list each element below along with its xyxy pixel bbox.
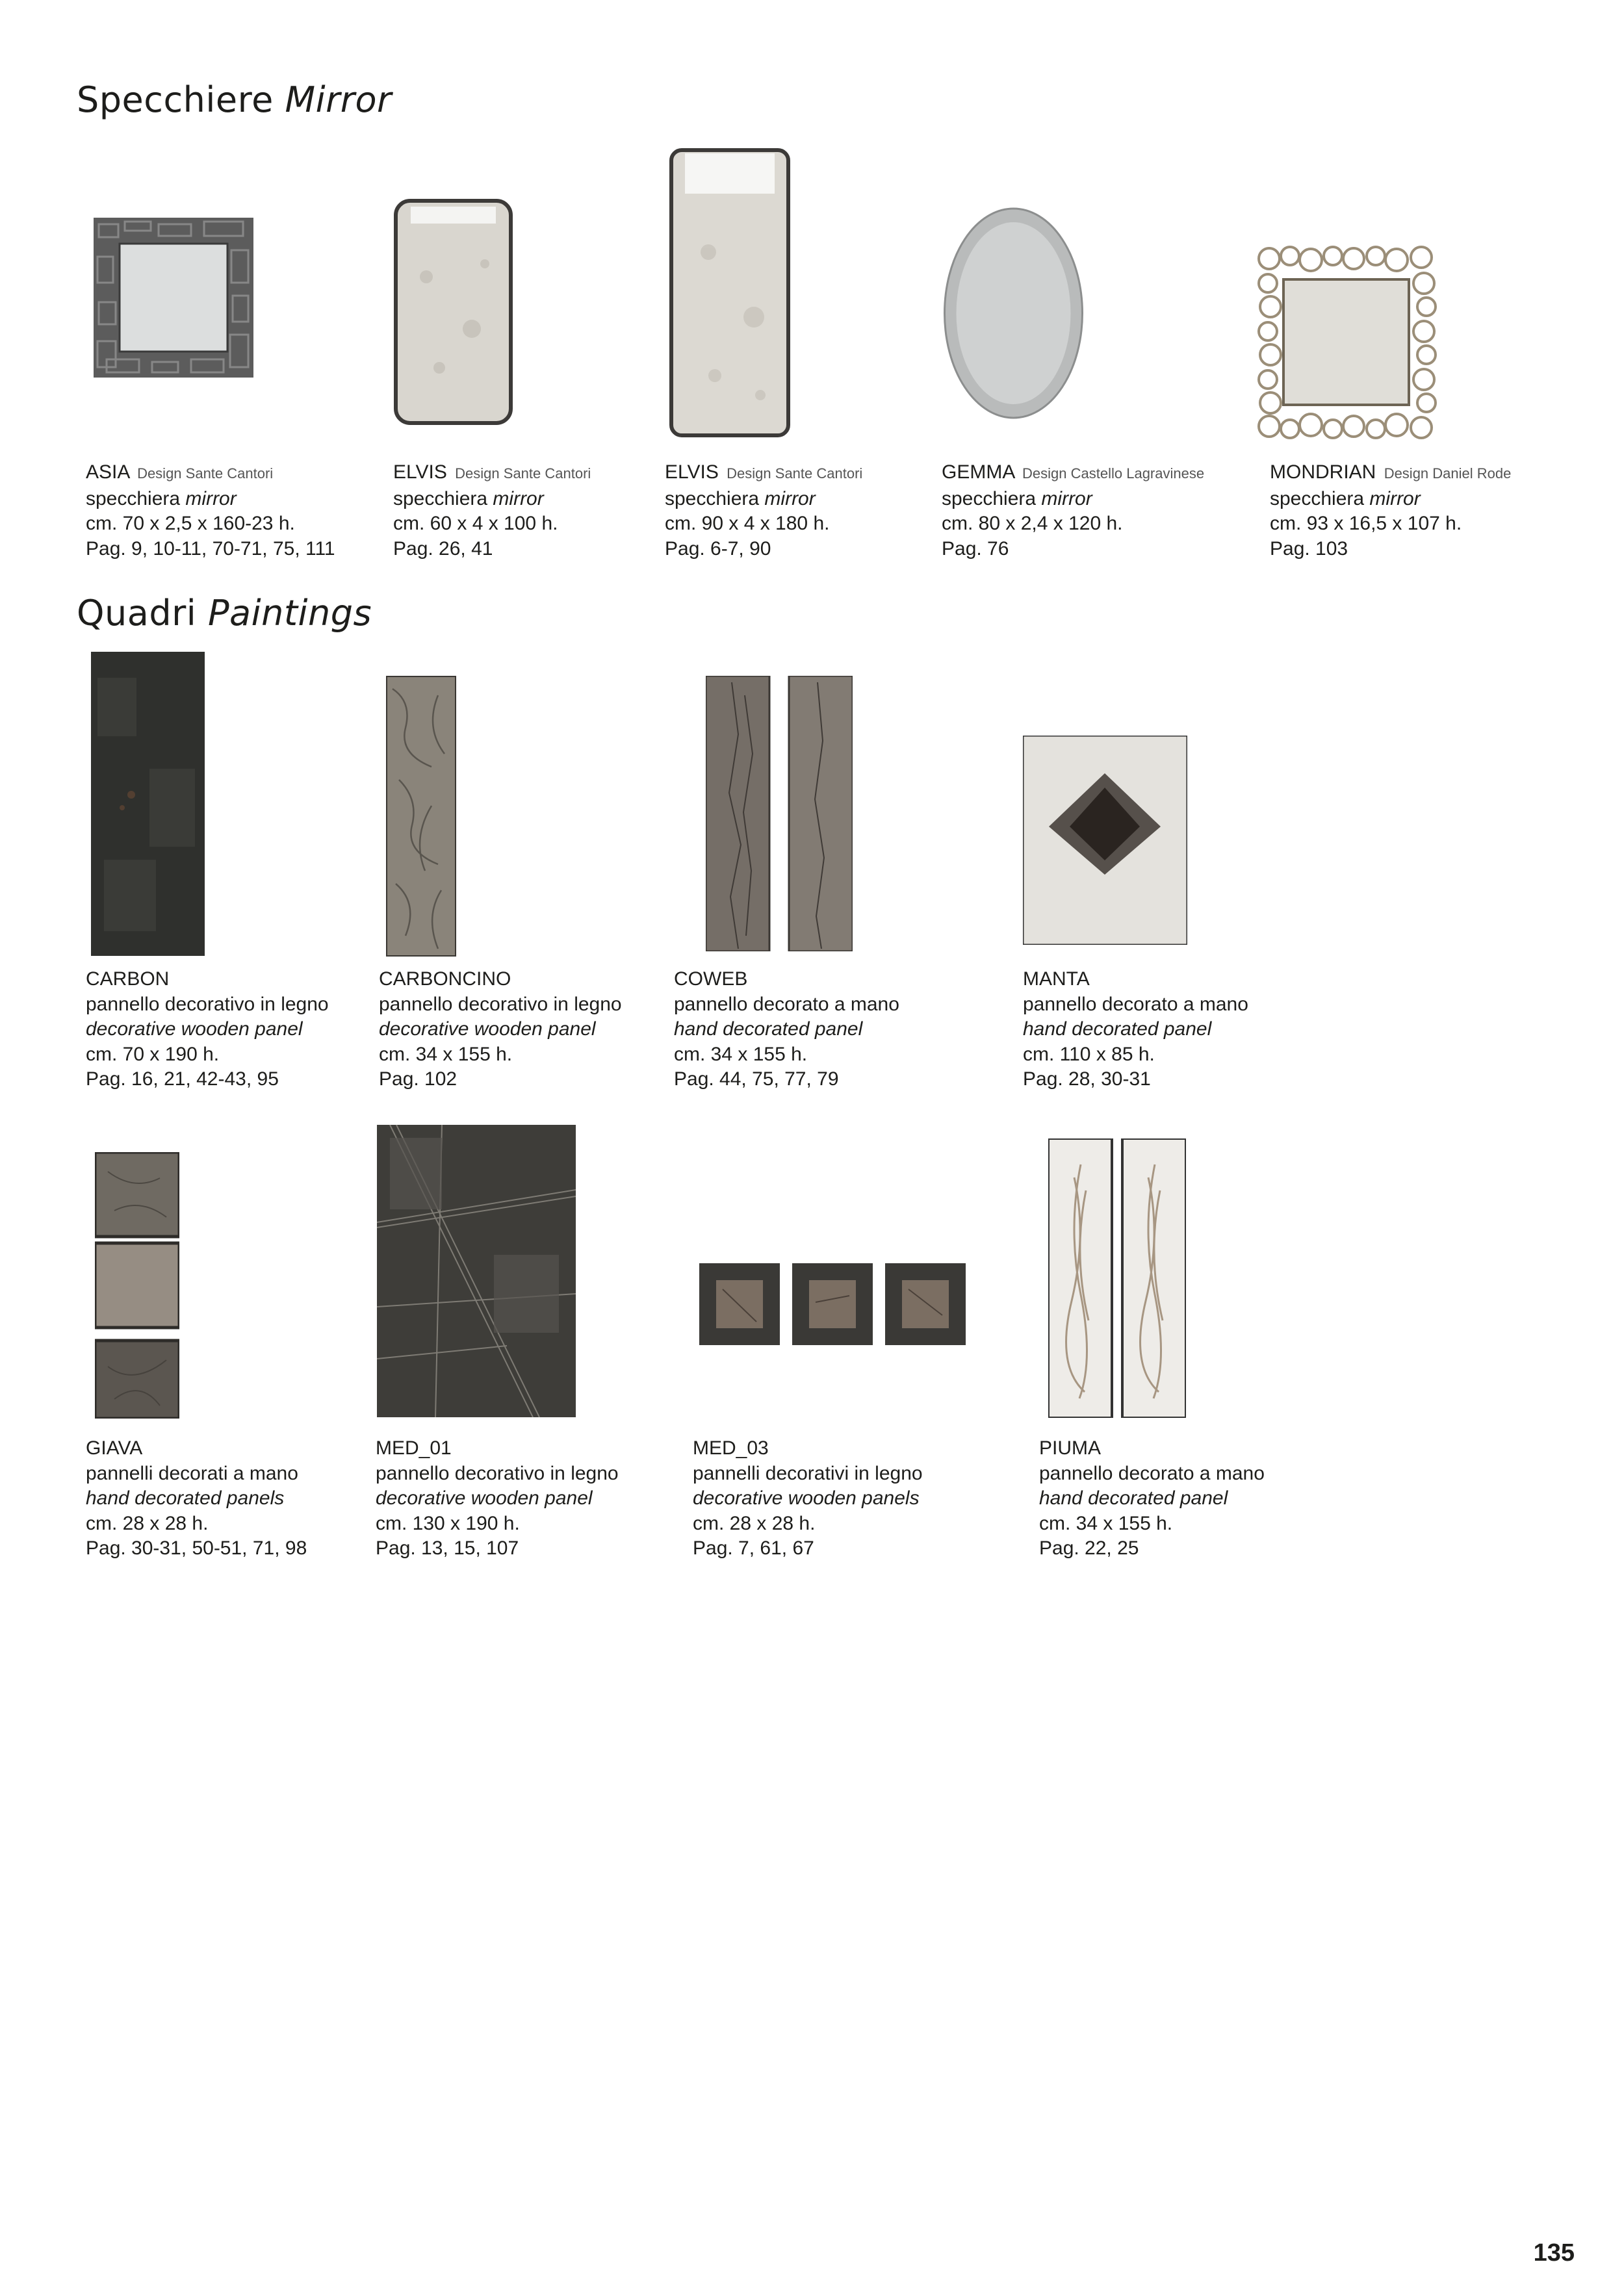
product-designer: Design Sante Cantori	[137, 465, 274, 482]
med01-panel-image	[377, 1125, 576, 1417]
product-pages: Pag. 44, 75, 77, 79	[674, 1068, 839, 1090]
elvis-small-mirror-image	[394, 199, 513, 425]
product-pages: Pag. 76	[942, 537, 1009, 559]
giava-panels-image	[95, 1152, 179, 1419]
product-type-english: mirror	[764, 487, 816, 509]
coweb-panels-image	[706, 676, 853, 951]
product-size: cm. 80 x 2,4 x 120 h.	[942, 513, 1123, 534]
product-name: GEMMA	[942, 461, 1014, 483]
painting-caption-giava	[86, 1436, 307, 1562]
product-size: cm. 28 x 28 h.	[693, 1512, 816, 1534]
product-name: GIAVA	[86, 1437, 143, 1459]
section-title-italian: Quadri	[77, 593, 197, 634]
product-size: cm. 130 x 190 h.	[376, 1512, 520, 1534]
product-size: cm. 70 x 2,5 x 160-23 h.	[86, 513, 295, 534]
asia-mirror-image	[94, 218, 253, 378]
product-type: specchiera	[665, 487, 760, 509]
product-description: pannello decorativo in legno	[86, 993, 329, 1015]
product-size: cm. 93 x 16,5 x 107 h.	[1270, 513, 1462, 534]
product-description-english: decorative wooden panel	[86, 1018, 303, 1040]
product-description-english: decorative wooden panels	[693, 1487, 920, 1509]
product-description-english: hand decorated panel	[1039, 1487, 1228, 1509]
product-pages: Pag. 9, 10-11, 70-71, 75, 111	[86, 537, 335, 559]
product-name: COWEB	[674, 968, 748, 990]
product-size: cm. 70 x 190 h.	[86, 1043, 220, 1065]
product-type-english: mirror	[493, 487, 544, 509]
painting-caption-carboncino	[379, 967, 622, 1092]
product-description-english: decorative wooden panel	[376, 1487, 593, 1509]
section-title-english: Paintings	[207, 593, 372, 634]
mondrian-mirror-image	[1256, 244, 1437, 440]
product-pages: Pag. 7, 61, 67	[693, 1537, 814, 1559]
product-name: CARBON	[86, 968, 170, 990]
product-type: specchiera	[86, 487, 181, 509]
med03-panels-image	[699, 1263, 966, 1345]
product-type-english: mirror	[185, 487, 237, 509]
painting-caption-med03	[693, 1436, 923, 1562]
product-size: cm. 90 x 4 x 180 h.	[665, 513, 830, 534]
product-size: cm. 34 x 155 h.	[1039, 1512, 1173, 1534]
product-description: pannello decorato a mano	[1023, 993, 1248, 1015]
product-type-english: mirror	[1369, 487, 1421, 509]
mirror-caption-elvis-small	[393, 460, 591, 561]
piuma-panels-image	[1048, 1138, 1186, 1418]
product-pages: Pag. 30-31, 50-51, 71, 98	[86, 1537, 307, 1559]
elvis-large-mirror-image	[669, 148, 790, 437]
product-designer: Design Sante Cantori	[727, 465, 863, 482]
product-name: MANTA	[1023, 968, 1090, 990]
section-title-paintings	[77, 593, 372, 634]
product-pages: Pag. 22, 25	[1039, 1537, 1139, 1559]
product-designer: Design Sante Cantori	[455, 465, 591, 482]
gemma-mirror-image	[943, 207, 1084, 420]
product-name: ASIA	[86, 461, 129, 483]
product-description: pannello decorato a mano	[674, 993, 899, 1015]
section-title-italian: Specchiere	[77, 79, 274, 120]
product-description: pannello decorativo in legno	[379, 993, 622, 1015]
product-pages: Pag. 26, 41	[393, 537, 493, 559]
product-name: MED_01	[376, 1437, 452, 1459]
painting-caption-piuma	[1039, 1436, 1265, 1562]
product-description: pannello decorato a mano	[1039, 1462, 1265, 1484]
product-size: cm. 110 x 85 h.	[1023, 1043, 1155, 1065]
product-pages: Pag. 103	[1270, 537, 1348, 559]
product-description: pannelli decorativi in legno	[693, 1462, 923, 1484]
product-type: specchiera	[1270, 487, 1365, 509]
product-description: pannelli decorati a mano	[86, 1462, 298, 1484]
painting-caption-manta	[1023, 967, 1248, 1092]
product-type-english: mirror	[1041, 487, 1092, 509]
mirror-caption-gemma	[942, 460, 1204, 561]
product-description-english: hand decorated panel	[1023, 1018, 1212, 1040]
product-name: MED_03	[693, 1437, 769, 1459]
product-pages: Pag. 16, 21, 42-43, 95	[86, 1068, 279, 1090]
mirror-caption-asia	[86, 460, 335, 561]
product-size: cm. 34 x 155 h.	[379, 1043, 513, 1065]
product-size: cm. 28 x 28 h.	[86, 1512, 209, 1534]
product-name: PIUMA	[1039, 1437, 1102, 1459]
page-number: 135	[1533, 2239, 1575, 2267]
product-name: CARBONCINO	[379, 968, 511, 990]
product-type: specchiera	[942, 487, 1037, 509]
product-name: MONDRIAN	[1270, 461, 1376, 483]
carbon-panel-image	[91, 652, 205, 956]
product-pages: Pag. 28, 30-31	[1023, 1068, 1151, 1090]
product-description-english: hand decorated panel	[674, 1018, 863, 1040]
mirror-caption-elvis-large	[665, 460, 862, 561]
product-size: cm. 60 x 4 x 100 h.	[393, 513, 558, 534]
painting-caption-coweb	[674, 967, 899, 1092]
product-description-english: decorative wooden panel	[379, 1018, 596, 1040]
product-pages: Pag. 13, 15, 107	[376, 1537, 519, 1559]
product-size: cm. 34 x 155 h.	[674, 1043, 808, 1065]
product-description: pannello decorativo in legno	[376, 1462, 619, 1484]
painting-caption-carbon	[86, 967, 329, 1092]
painting-caption-med01	[376, 1436, 619, 1562]
product-name: ELVIS	[665, 461, 719, 483]
section-title-english: Mirror	[285, 79, 392, 120]
product-type: specchiera	[393, 487, 488, 509]
product-designer: Design Daniel Rode	[1384, 465, 1512, 482]
manta-panel-image	[1023, 736, 1187, 945]
product-description-english: hand decorated panels	[86, 1487, 285, 1509]
product-name: ELVIS	[393, 461, 447, 483]
mirror-caption-mondrian	[1270, 460, 1511, 561]
section-title-mirror	[77, 79, 392, 120]
product-pages: Pag. 6-7, 90	[665, 537, 771, 559]
product-pages: Pag. 102	[379, 1068, 458, 1090]
carboncino-panel-image	[386, 676, 456, 957]
product-designer: Design Castello Lagravinese	[1022, 465, 1205, 482]
